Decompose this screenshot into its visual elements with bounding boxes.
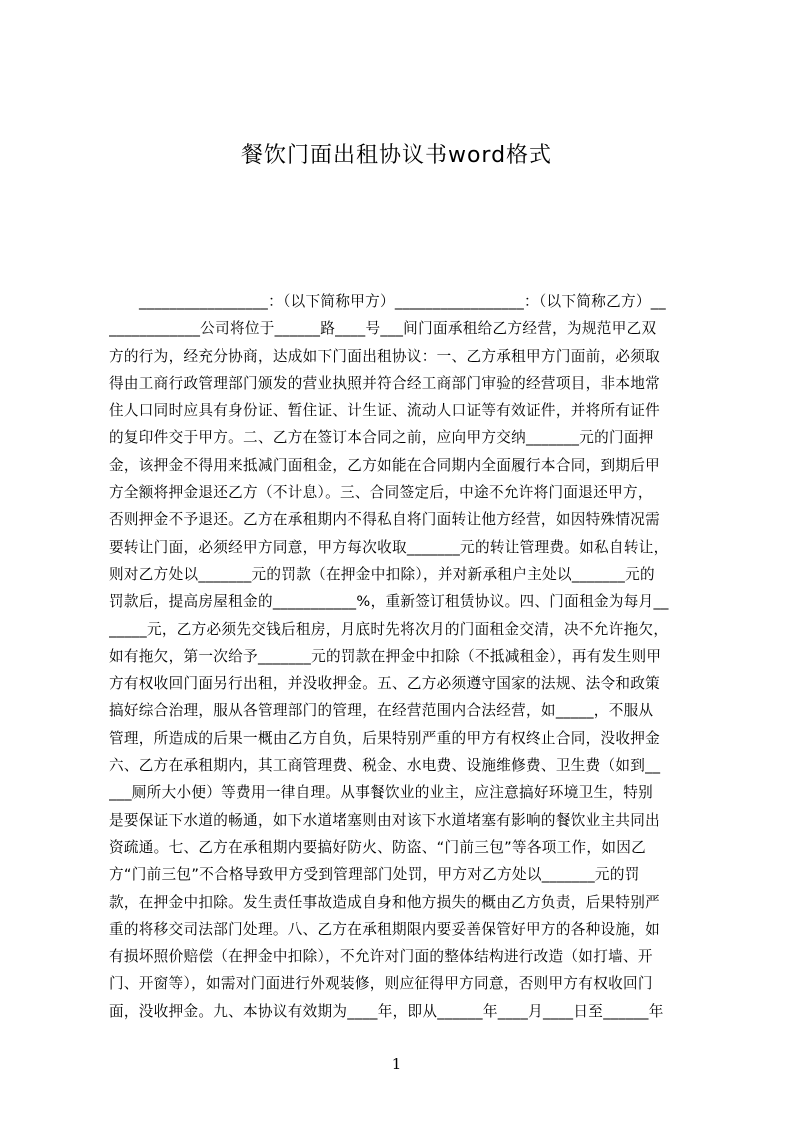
body-line: 如有拖欠，第一次给予_______元的罚款在押金中扣除（不抵减租金），再有发生则甲 [109,647,662,665]
body-line: 方的行为，经充分协商，达成如下门面出租协议：一、乙方承租甲方门面前，必须取 [109,347,661,365]
body-line: 搞好综合治理，服从各管理部门的管理，在经营范围内合法经营，如_____，不服从 [109,702,654,720]
body-line: 门、开窗等），如需对门面进行外观装修，则应征得甲方同意，否则甲方有权收回门 [109,975,653,993]
body-line: 款，在押金中扣除。发生责任事故造成自身和他方损失的概由乙方负责，后果特别严 [109,893,661,911]
body-line: _____元，乙方必须先交钱后租房，月底时先将次月的门面租金交清，决不允许拖欠， [109,620,669,638]
body-line: 有损坏照价赔偿（在押金中扣除），不允许对门面的整体结构进行改造（如打墙、开 [109,948,653,966]
body-line: 方有权收回门面另行出租，并没收押金。五、乙方必须遵守国家的法规、法令和政策 [109,675,661,693]
body-line: 金，该押金不得用来抵减门面租金，乙方如能在合同期内全面履行本合同，到期后甲 [109,456,661,474]
body-line: ___厕所大小便）等费用一律自理。从事餐饮业的业主，应注意搞好环境卫生，特别 [109,784,654,802]
body-line: 罚款后，提高房屋租金的___________%，重新签订租赁协议。四、门面租金为每月__ [109,593,669,611]
body-line: 方“门前三包”不合格导致甲方受到管理部门处罚，甲方对乙方处以_______元的罚 [109,866,640,884]
body-line: ____________公司将位于______路____号___间门面承租给乙方经营，为规范甲乙双 [109,320,657,338]
body-line: 否则押金不予退还。乙方在承租期内不得私自将门面转让他方经营，如因特殊情况需 [109,511,661,529]
body-line: 是要保证下水道的畅通，如下水道堵塞则由对该下水道堵塞有影响的餐饮业主共同出 [109,811,661,829]
body-line: _________________：（以下简称甲方）_________________：（以下简称乙方）__ [139,293,666,310]
page-number: 1 [391,1055,402,1073]
body-line: 住人口同时应具有身份证、暂住证、计生证、流动人口证等有效证件，并将所有证件 [109,402,661,420]
document-title: 餐饮门面出租协议书word格式 [240,143,553,168]
body-line: 重的将移交司法部门处理。八、乙方在承租期限内要妥善保管好甲方的各种设施，如 [109,920,661,938]
body-line: 要转让门面，必须经甲方同意，甲方每次收取_______元的转让管理费。如私自转让， [109,538,669,556]
document-body [109,288,695,1025]
body-line: 资疏通。七、乙方在承租期内要搞好防火、防盗、“门前三包”等各项工作，如因乙 [109,838,647,856]
body-line: 面，没收押金。九、本协议有效期为____年，即从______年____月____日至______年 [109,1002,664,1020]
body-line: 则对乙方处以_______元的罚款（在押金中扣除），并对新承租户主处以_______元的 [109,565,655,583]
body-line: 管理，所造成的后果一概由乙方自负，后果特别严重的甲方有权终止合同，没收押金 [109,729,661,747]
body-line: 的复印件交于甲方。二、乙方在签订本合同之前，应向甲方交纳_______元的门面押 [109,429,654,447]
body-line: 得由工商行政管理部门颁发的营业执照并符合经工商部门审验的经营项目，非本地常 [109,374,661,392]
body-line: 方全额将押金退还乙方（不计息）。三、合同签定后，中途不允许将门面退还甲方， [109,484,653,502]
body-line: 六、乙方在承租期内，其工商管理费、税金、水电费、设施维修费、卫生费（如到__ [109,757,661,775]
